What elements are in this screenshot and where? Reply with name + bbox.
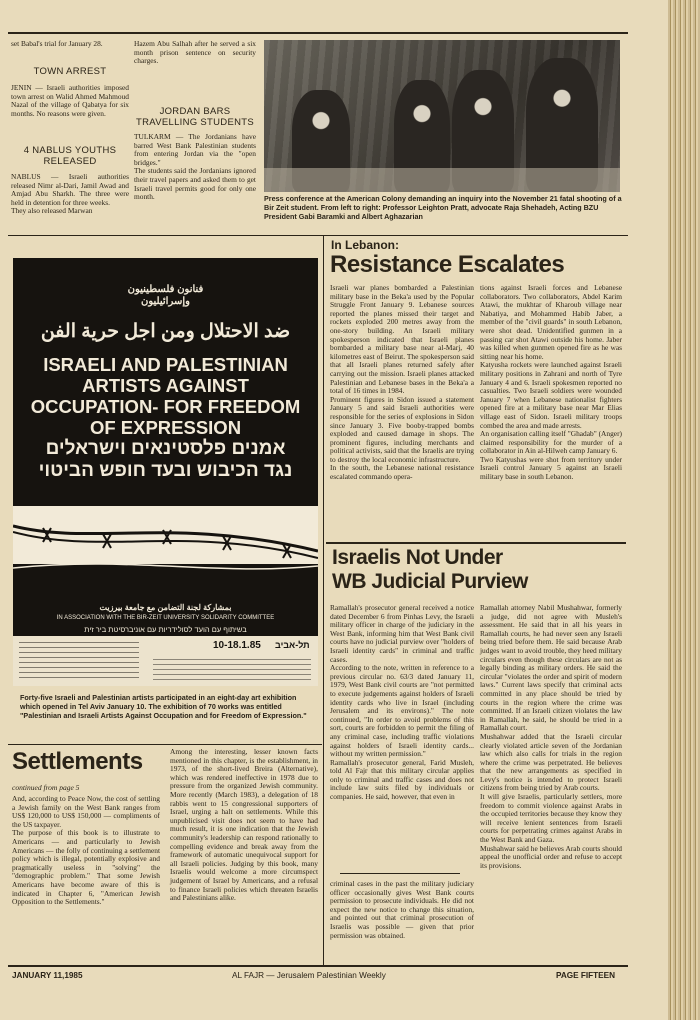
poster-dates: 10-18.1.85 xyxy=(213,640,261,651)
column-rule xyxy=(323,236,324,966)
poster-hebrew-assoc: בשיתוף עם הועד לסולידריות עם אוניברסיטת ביר זית xyxy=(84,625,247,634)
settlements-col2: Among the interesting, lesser known facts mentioned in this chapter, is the establishment, in 1973, of the short-lived Breira (Alternative), which was rendered ineffective in 1978 due to pressure from the organized Jewish community. More recently (March 1983), a delegation of 18 rabbis went to 15 congressional supporters of Israel, urging a halt on settlements. While this unpublicised visit does not seem to have had much result, it is one indication that the Jewish community's leadership can respond rationally to compelling evidence and break away from the framework of automatic unequivocal support for all Israeli policies. Judging by this book, many Israelis would welcome a more circumspect judgement of Israel by Americans, and a refusal to finance Israeli policies which threaten Israelis and Palestinians alike. xyxy=(170,747,318,903)
town-arrest-body: JENIN — Israeli authorities imposed town arrest on Walid Ahmed Mahmoud Nazal of the village of Qabatya for six months. No reasons were given. xyxy=(11,83,129,118)
mid-rule xyxy=(8,235,628,236)
poster-arabic-top: فنانون فلسطينيون وإسرائيليون xyxy=(127,284,204,307)
press-conference-photo xyxy=(264,40,620,192)
settlements-col1: And, according to Peace Now, the cost of settling a Jewish family on the West Bank ranges from US$ 120,000 to US$ 150,000 — compliments of the US taxpayer. The purpose of this book is to illustrate to Americans — and particularly to Jewish Americans — the folly of continuing a settlement policy which is illegal, potentially explosive and pragmatically useless in "solving" the "demographic problem." That some Jewish Americans have become aware of this is indicated in Chapter 6, "American Jewish Opposition to the Settlements." xyxy=(12,794,160,907)
judicial-col2: Ramallah attorney Nabil Mushahwar, formerly a judge, did not agree with Musleh's assessment. He said that in all his years in Ramallah courts, he had never seen any Israeli being tried before them. He said because Arab judges want to avoid trouble, they heed military circulars even though these circulars are not as legally binding as military orders. He said the circular "violates the order and spirit of modern laws." Current laws specify that criminal acts committed in any place should be tried by courts in the region where the crime was committed. If an Israeli citizen violates the law in Ramallah, he said, he should be tried in a Ramallah court. Mushahwar added that the Israeli circular clearly violated article seven of the Jordanian law which also calls for trials in the region where the crime was perpetrated. He believes that the new arrangements as specified in Levy's notice is intended to protect Israeli citizens from being tried by Arab courts. It will give Israelis, particularly settlers, more freedom to commit violence against Arabs in the occupied territories because they know they will receive lenient sentences from Israeli courts for perpetrating crimes against Arabs in the West Bank and Gaza. Mushahwar said he believes Arab courts should appeal the unofficial order and refuse to accept its provisions. xyxy=(480,603,622,870)
judicial-headline-2: WB Judicial Purview xyxy=(332,570,528,593)
judicial-rule xyxy=(326,542,626,544)
judicial-headline-1: Israelis Not Under xyxy=(332,546,503,569)
settlements-rule xyxy=(8,744,322,745)
poster-arabic-assoc: بمشاركة لجنة التضامن مع جامعة بيرزيت xyxy=(99,603,232,612)
settlements-continued: continued from page 5 xyxy=(12,783,80,792)
settlements-headline: Settlements xyxy=(12,748,143,775)
barbed-wire-graphic xyxy=(13,506,318,596)
footer-rule xyxy=(8,965,628,967)
judicial-break-rule xyxy=(340,873,460,874)
poster-hebrew-title: אמנים פלסטינאים וישראלים נגד הכיבוש ובעד חופש הביטוי xyxy=(38,438,293,481)
lead-line: set Babal's trial for January 28. xyxy=(11,39,103,48)
jordan-title: JORDAN BARS TRAVELLING STUDENTS xyxy=(136,106,254,128)
footer-paper: AL FAJR — Jerusalem Palestinian Weekly xyxy=(232,971,386,980)
poster-assoc-line: IN ASSOCIATION WITH THE BIR-ZEIT UNIVERSITY SOLIDARITY COMMITTEE xyxy=(56,615,275,621)
lebanon-col2: tions against Israeli forces and Lebanese collaborators. Two collaborators, Abdel Karim Atawi, the mukhtar of Kharoub village near Nabatiya, and Mohammed Habib Jaber, a member of the "civil guards" in south Lebanon, were shot dead. Unidentified gunmen in a passing car shot Atawi outside his home. Jaber was killed when gunmen opened fire as he was sitting near his home. Katyusha rockets were launched against Israeli military positions in Zahrani and north of Tyre January 4 and 6. Israeli spokesmen reported no casualties. Two Israeli soldiers were wounded January 7 when Lebanese nationalist fighters opened fire at a military base near Mar Elias village east of Sidon. Israeli military troops combed the area and made arrests. An organisation calling itself "Ghadab" (Anger) claimed responsibility for the murder of a collaborator in Ain al-Hilweh camp January 6. Two Katyushas were shot from territory under Israeli control January 5 against an Israeli military base in south Lebanon. xyxy=(480,283,622,482)
poster-arabic-main: ضد الاحتلال ومن اجل حرية الفن xyxy=(40,321,291,342)
table-surface xyxy=(264,168,620,192)
poster-fine-print xyxy=(19,642,139,678)
footer-date: JANUARY 11,1985 xyxy=(12,971,83,980)
exhibition-poster xyxy=(13,258,318,686)
town-arrest-title: TOWN ARREST xyxy=(33,66,107,77)
poster-english-title: ISRAELI AND PALESTINIAN ARTISTS AGAINST OCCUPATION- FOR FREEDOM OF EXPRESSION xyxy=(30,354,301,438)
nablus-body: NABLUS — Israeli authorities released Nimr al-Dari, Jamil Awad and Amjad Abu Sharkh. The three were held in detention for three weeks. They also released Marwan xyxy=(11,172,129,216)
footer-page: PAGE FIFTEEN xyxy=(556,971,615,980)
lebanon-col1: Israeli war planes bombarded a Palestinian military base in the Beka'a used by the Popular Struggle Front January 9. Lebanese sources reported the planes missed their target and rockets exploded 200 metres away from the one-story building. An Israeli military spokesperson indicated that Israeli planes bombarded a military base near al-Marj, 40 kilometres east of Beirut. The spokesperson said that all Israeli planes returned safely after carrying out the mission. Israeli planes attacked Palestinian and Lebanese bases in the Beka'a a total of 16 times in 1984. Prominent figures in Sidon issued a statement January 5 and said Israeli authorities were responsible for the series of explosions in Sidon since January 3. Five booby-trapped bombs exploded and caused damage in shops. The prominent figures, including merchants and political activists, said that the Israelis are trying to destroy the local economic infrastructure. In the south, the Lebanese national resistance escalated commando opera- xyxy=(330,283,474,482)
poster-city: תל-אביב xyxy=(275,640,310,650)
judicial-col1-tail: criminal cases in the past the military judiciary officer occasionally gives West Bank courts permission to prosecute individuals. He did not expect the new notice to change this situation, and pointed out that criminal prosecution of Israelis was possible — given that prior permission was obtained. xyxy=(330,879,474,940)
photo-caption: Press conference at the American Colony demanding an inquiry into the November 21 fatal shooting of a Bir Zeit student. From left to right: Professor Leighton Pratt, advocate Raja Shehadeh, Acting BZU President Gabi Baramki and Albert Aghazarian xyxy=(264,194,622,221)
poster-info-strip xyxy=(13,636,318,686)
page-edge xyxy=(668,0,700,1020)
poster-caption: Forty-five Israeli and Palestinian artists participated in an eight-day art exhibition which opened in Tel Aviv January 10. The exhibition of 70 works was entitled "Palestinian and Israeli Artists Against Occupation and for Freedom of Expression." xyxy=(20,693,307,720)
judicial-col1: Ramallah's prosecutor general received a notice dated December 6 from Pinhas Levy, the Israeli military officer in charge of the judiciary in the West Bank, informing him that West Bank civil courts have no judicial purview over "holders of Israeli identity cards" in criminal and traffic cases. According to the note, written in reference to a previous circular no. 63/3 dated January 11, 1979, West Bank civil courts are "not permitted to execute judgements against holders of Israeli identity cards who live in Israel (including Jerusalem and its environs)." The note continued, "In order to avoid problems of this sort, courts are forbidden to permit the filing of any criminal case, including traffic violations against holders of Israeli identity cards... without my written permission." Ramallah's prosecutor general, Farid Musleh, told Al Fajr that this military circular applies only to criminal and traffic cases and does not include law suits filed by individuals or companies. He said, however, that even in xyxy=(330,603,474,802)
poster-fine-print-2 xyxy=(153,656,311,680)
nablus-title: 4 NABLUS YOUTHS RELEASED xyxy=(23,145,117,167)
lebanon-kicker: In Lebanon: xyxy=(331,238,399,252)
lebanon-headline: Resistance Escalates xyxy=(330,251,565,278)
top-rule xyxy=(8,32,628,34)
jordan-body: TULKARM — The Jordanians have barred West Bank Palestinian students from entering Jordan via the "open bridges." The students said the Jordanians ignored their travel papers and asked them to get Israeli travel permits good for only one month. xyxy=(134,132,256,202)
carryover-text: Hazem Abu Salhah after he served a six month prison sentence on security charges. xyxy=(134,39,256,66)
